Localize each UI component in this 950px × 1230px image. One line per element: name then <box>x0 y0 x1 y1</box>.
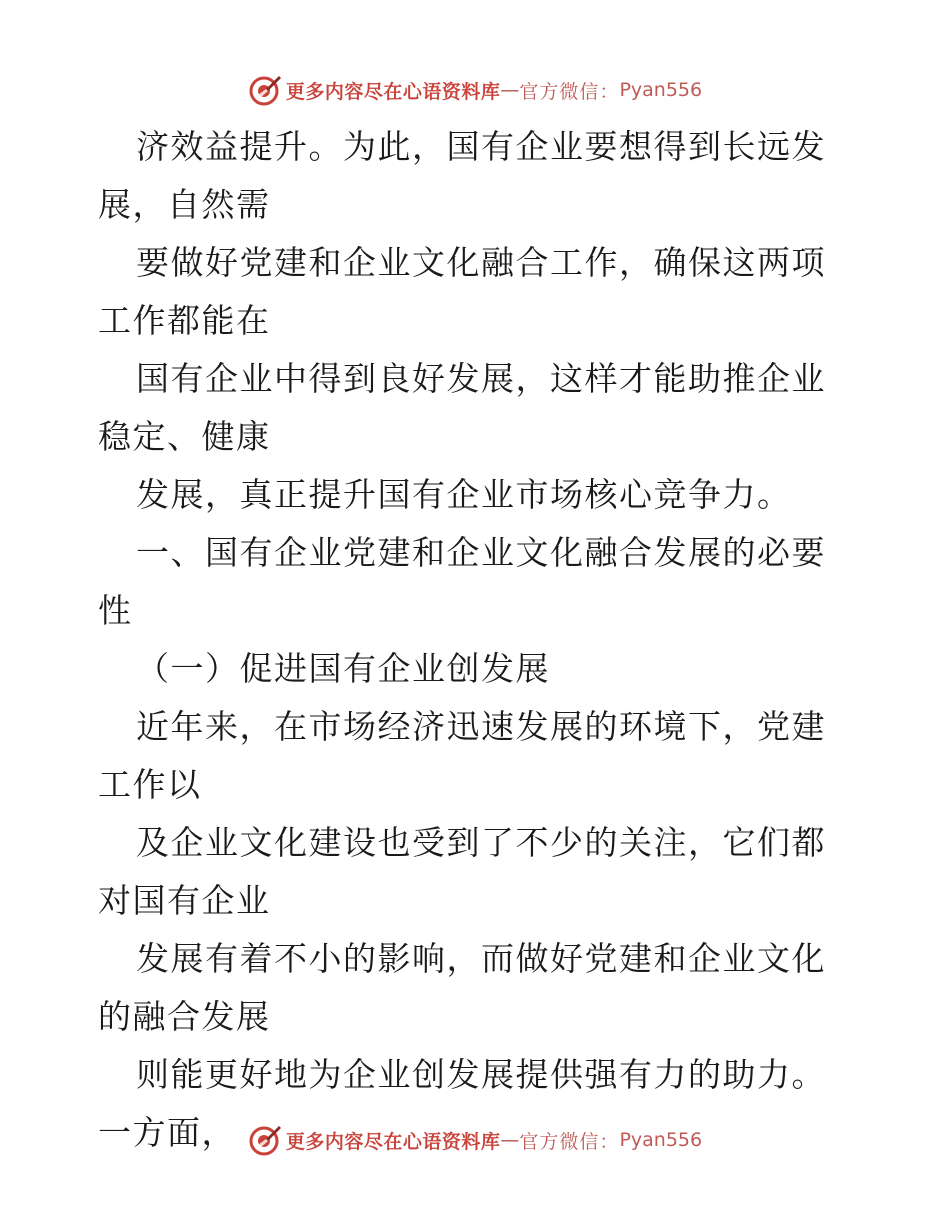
section-heading: 一、国有企业党建和企业文化融合发展的必要性 <box>98 533 826 630</box>
quill-seal-logo-icon <box>248 73 282 107</box>
banner-dash: — <box>500 1129 520 1151</box>
document-body <box>98 118 858 1162</box>
paragraph: 近年来，在市场经济迅速发展的环境下，党建工作以 <box>98 707 826 804</box>
paragraph: 及企业文化建设也受到了不少的关注，它们都对国有企业 <box>98 823 826 920</box>
paragraph: 国有企业中得到良好发展，这样才能助推企业稳定、健康 <box>98 359 826 456</box>
banner-contact-label: 官方微信： <box>519 80 620 103</box>
paragraph: 济效益提升。为此，国有企业要想得到长远发展，自然需 <box>98 127 826 224</box>
banner-contact-label: 官方微信： <box>519 1130 620 1153</box>
banner-main-text: 更多内容尽在心语资料库 <box>285 80 501 103</box>
paragraph: 要做好党建和企业文化融合工作，确保这两项工作都能在 <box>98 243 826 340</box>
banner-contact-id: Pyan556 <box>619 79 703 101</box>
subsection-heading: （一）促进国有企业创发展 <box>136 649 550 688</box>
paragraph: 发展，真正提升国有企业市场核心竞争力。 <box>136 475 792 514</box>
header-watermark-banner <box>0 70 950 110</box>
paragraph: 发展有着不小的影响，而做好党建和企业文化的融合发展 <box>98 939 826 1036</box>
quill-seal-logo-icon <box>248 1123 282 1157</box>
paragraph: 则能更好地为企业创发展提供强有力的助力。一方面， <box>98 1055 826 1152</box>
banner-dash: — <box>500 79 520 101</box>
banner-main-text: 更多内容尽在心语资料库 <box>285 1130 501 1153</box>
footer-watermark-banner <box>0 1120 950 1160</box>
banner-contact-id: Pyan556 <box>619 1129 703 1151</box>
